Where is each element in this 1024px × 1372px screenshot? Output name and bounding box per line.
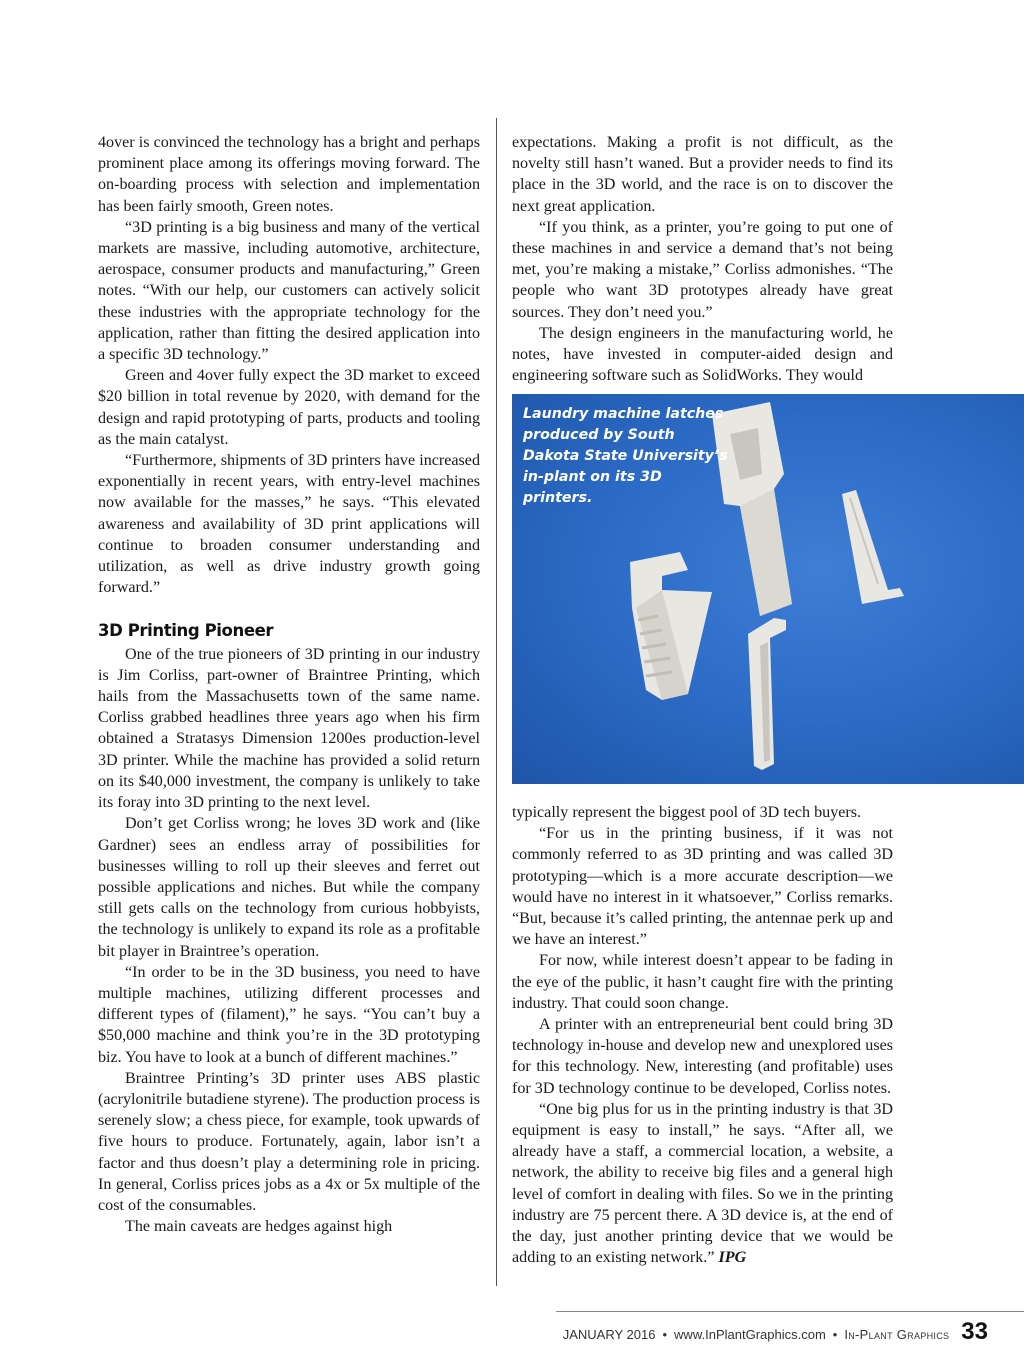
latch-bottom [748, 618, 786, 770]
paragraph: 4over is convinced the technology has a bright and perhaps prominent place among its offerings moving forward. The on-boarding process with selection and implementation has been fairly smooth, Green notes. [98, 134, 480, 215]
paragraph: expectations. Making a profit is not difficult, as the novelty still hasn’t waned. But a provider needs to find its place in the 3D world, and the race is on to discover the next great application. [512, 134, 893, 215]
latches-photo [512, 394, 1024, 784]
paragraph: Green and 4over fully expect the 3D market to exceed $20 billion in total revenue by 2020, with demand for the design and rapid prototyping of parts, products and tooling as the main catalyst. [98, 367, 480, 448]
footer-publication: In-Plant Graphics [844, 1327, 950, 1342]
footer-url: www.InPlantGraphics.com [674, 1327, 826, 1342]
page-number: 33 [961, 1318, 988, 1345]
bullet-separator: • [662, 1327, 668, 1342]
paragraph: “In order to be in the 3D business, you need to have multiple machines, utilizing different processes and different types of (filament),” he says. “You can’t buy a $50,000 machine and think you’re in the 3D prototyping biz. You have to look at a bunch of different machines.” [98, 963, 480, 1066]
bullet-separator: • [832, 1327, 838, 1342]
paragraph: One of the true pioneers of 3D printing in our industry is Jim Corliss, part-owner of Braintree Printing, which hails from the Massachusetts town of the same name. Corliss grabbed headlines three years ago when his firm obtained a Stratasys Dimension 1200es production-level 3D printer. While the machine has provided a solid return on its $40,000 investment, the company is unlikely to take its foray into 3D printing to the next level. [98, 645, 480, 812]
paragraph-last [512, 1099, 893, 1269]
photo-caption: Laundry machine latches produced by South Dakota State University’s in-plant on its 3D printers. [523, 406, 728, 506]
latch-left [630, 552, 712, 700]
paragraph: “For us in the printing business, if it was not commonly referred to as 3D printing and was called 3D prototyping—which is a more accurate description—we would have no interest in it whatsoever,” Corliss remarks. “But, because it’s called printing, the antennae perk up and we have an interest.” [512, 825, 893, 949]
paragraph: “Furthermore, shipments of 3D printers have increased exponentially in recent years, with entry-level machines now available for the masses,” he says. “This elevated awareness and availability of 3D print applications will continue to broaden consumer understanding and utilization, as well as drive industry growth going forward.” [98, 452, 480, 597]
section-subhead: 3D Printing Pioneer [98, 621, 274, 641]
latch-thin [842, 490, 904, 604]
column-divider [496, 118, 497, 1286]
paragraph: The design engineers in the manufacturing world, he notes, have invested in computer-aided design and engineering software such as SolidWorks. They would [512, 324, 893, 385]
paragraph: “If you think, as a printer, you’re going to put one of these machines in and service a demand that’s not being met, you’re making a mistake,” Corliss admonishes. “The people who want 3D prototypes already have great sources. They don’t need you.” [512, 218, 893, 321]
footer-date: JANUARY 2016 [562, 1327, 656, 1342]
paragraph: For now, while interest doesn’t appear to be fading in the eye of the public, it hasn’t caught fire with the printing industry. That could soon change. [512, 952, 893, 1012]
left-column [98, 132, 480, 1237]
paragraph: Braintree Printing’s 3D printer uses ABS plastic (acrylonitrile butadiene styrene). The production process is serenely slow; a chess piece, for example, took upwards of five hours to produce. Fortunately, again, labor isn’t a factor and thus doesn’t play a determining role in pricing. In general, Corliss prices jobs as a 4x or 5x multiple of the cost of the consumables. [98, 1069, 480, 1214]
footer-rule [556, 1311, 1024, 1312]
right-column-bottom [512, 802, 893, 1268]
paragraph: The main caveats are hedges against high [125, 1218, 393, 1236]
paragraph: “3D printing is a big business and many of the vertical markets are massive, including automotive, architecture, aerospace, consumer products and manufacturing,” Green notes. “With our help, our customers can actively solicit these industries with the appropriate technology for the application, rather than fitting the desired application into a specific 3D technology.” [98, 218, 480, 364]
paragraph: Don’t get Corliss wrong; he loves 3D work and (like Gardner) sees an endless array of possibilities for businesses willing to roll up their sleeves and ferret out possible applications and niches. But while the company still gets calls on the technology from curious hobbyists, the technology is unlikely to expand its role as a profitable bit player in Braintree’s operation. [98, 815, 480, 960]
paragraph-text: “One big plus for us in the printing industry is that 3D equipment is easy to install,” he says. “After all, we already have a staff, a commercial location, a website, a network, the ability to receive big files and a general high level of comfort in dealing with files. So we in the printing industry are 75 percent there. A 3D device is, at the end of the day, just another printing device that we would be adding to an existing network.” [512, 1100, 893, 1267]
right-column-top [512, 132, 893, 386]
paragraph: typically represent the biggest pool of 3D tech buyers. [512, 804, 862, 821]
paragraph: A printer with an entrepreneurial bent could bring 3D technology in-house and develop new and unexplored uses for this technology. New, interesting (and profitable) uses for 3D technology continue to be developed, Corliss notes. [512, 1016, 893, 1097]
signature-mark: IPG [718, 1249, 747, 1267]
page-footer [563, 1318, 988, 1346]
